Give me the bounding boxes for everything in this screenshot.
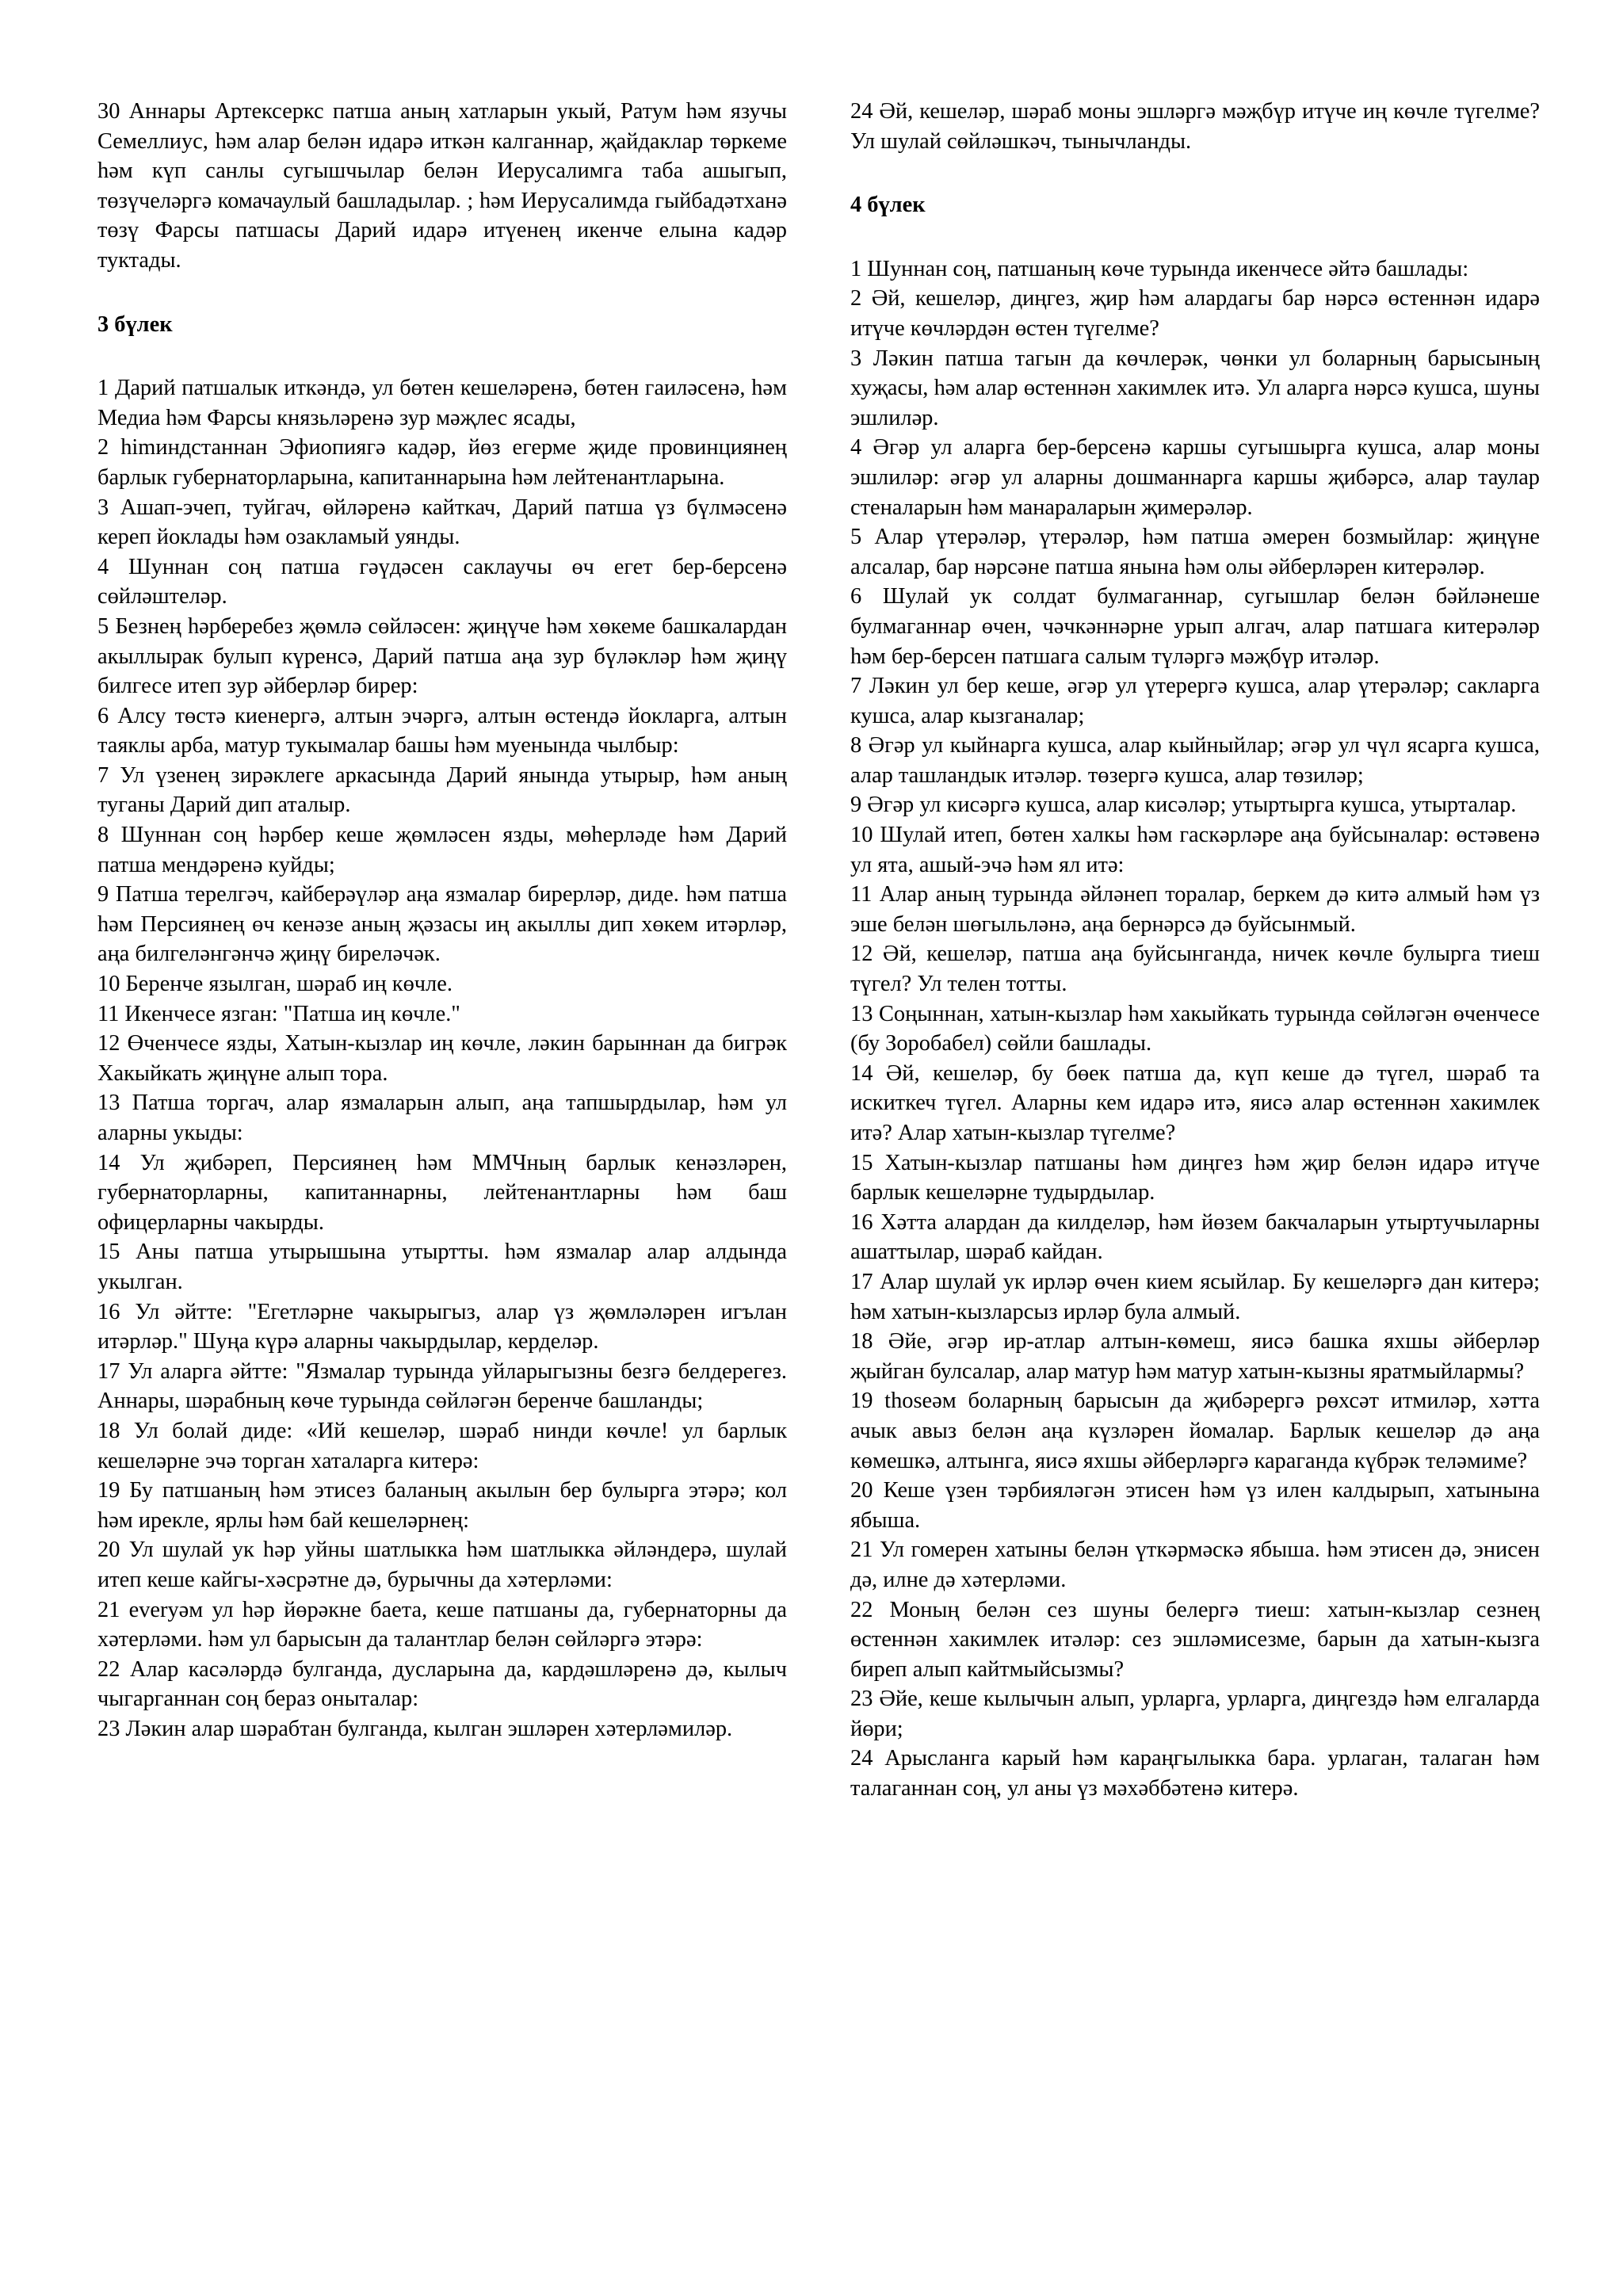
verse-paragraph: 13 Патша торгач, алар язмаларын алып, аңа тапшырдылар, һәм ул аларны укыды: [97, 1091, 787, 1145]
verse-paragraph: 14 Әй, кешеләр, бу бөек патша да, күп кеше дә түгел, шәраб та искиткеч түгел. Аларны кем идарә итә, яисә алар өстеннән хакимлек итә? Алар хатын-кызлар түгелме? [850, 1060, 1540, 1145]
verse-paragraph: 6 Шулай ук солдат булмаганнар, сугышлар белән бәйләнеше булмаганнар өчен, чәчкәннәрне урып алгач, алар патшага китерәләр һәм бер-берсен патшага салым түләргә мәҗбүр итәләр. [850, 584, 1540, 669]
verse-paragraph: 1 Шуннан соң, патшаның көче турында икенчесе әйтә башлады: [850, 256, 1469, 281]
verse-paragraph: 16 Хәтта алардан да килделәр, һәм йөзем бакчаларын утыртучыларны ашаттылар, шәраб кайдан. [850, 1209, 1540, 1265]
verse-paragraph: 23 Әйе, кеше кылычын алып, урларга, урларга, диңгездә һәм елгаларда йөри; [850, 1687, 1540, 1741]
verse-paragraph: 13 Соңыннан, хатын-кызлар һәм хакыйкать турында сөйләгән өченчесе (бу Зоробабел) сөйли башлады. [850, 1001, 1540, 1056]
verse-paragraph: 24 Арысланга карый һәм караңгылыкка бара. урлаган, талаган һәм талаганнан соң, ул аны үз мәхәббәтенә китерә. [850, 1746, 1540, 1801]
verse-paragraph: 9 Патша терелгәч, кайберәүләр аңа язмалар бирерләр, диде. һәм патша һәм Персиянең өч кенәзе аның җәзасы иң акыллы дип хөкем итәрләр, аңа билгеләнгәнчә җиңү биреләчәк. [97, 882, 787, 967]
chapter-heading: 4 бүлек [850, 193, 926, 218]
verse-paragraph: 20 Ул шулай ук һәр уйны шатлыкка һәм шатлыкка әйләндерә, шулай итеп кеше кайгы-хәсрәтне дә, бурычны да хәтерләми: [97, 1538, 787, 1592]
verse-paragraph: 17 Алар шулай ук ирләр өчен кием ясыйлар. Бу кешеләргә дан китерә; һәм хатын-кызларсыз ирләр була алмый. [850, 1269, 1540, 1324]
verse-paragraph: 7 Ул үзенең зирәклеге аркасында Дарий янында утырыр, һәм аның туганы Дарий дип аталыр. [97, 762, 787, 818]
verse-paragraph: 3 Ашап-эчеп, туйгач, өйләренә кайткач, Дарий патша үз бүлмәсенә кереп йоклады һәм озакламый уянды. [97, 495, 787, 550]
verse-paragraph: 30 Аннары Артексеркс патша аның хатларын укый, Ратум һәм язучы Семеллиус, һәм алар белән идарә иткән калганнар, җайдаклар төркеме һәм күп санлы сугышчылар белән Иерусалимга таба ашыгып, төзүчеләргә комачаулый башладылар. ; һәм Иерусалимда гыйбадәтханә төзү Фарсы патшасы Дарий идарә итүенең икенче елына кадәр туктады. [97, 99, 787, 273]
verse-paragraph: 15 Аны патша утырышына утыртты. һәм язмалар алар алдында укылган. [97, 1240, 787, 1294]
verse-paragraph: 14 Ул җибәреп, Персиянең һәм ММЧның барлык кенәзләрен, губернаторларны, капитаннарны, лейтенантларны һәм баш офицерларны чакырды. [97, 1150, 787, 1235]
verse-paragraph: 19 Бу патшаның һәм этисез баланың акылын бер булырга этәрә; кол һәм ирекле, ярлы һәм бай кешеләрнең: [97, 1478, 787, 1533]
verse-paragraph: 15 Хатын-кызлар патшаны һәм диңгез һәм җир белән идарә итүче барлык кешеләрне тудырдылар. [850, 1150, 1540, 1205]
verse-paragraph: 11 Икенчесе язган: "Патша иң көчле." [97, 1001, 460, 1026]
verse-paragraph: 16 Ул әйтте: "Егетләрне чакырыгыз, алар үз җөмләләрен игълан итәрләр." Шуңа күрә аларны чакырдылар, керделәр. [97, 1299, 787, 1354]
chapter-heading: 3 бүлек [97, 311, 173, 337]
right-column [850, 97, 1540, 1804]
verse-paragraph: 10 Шулай итеп, бөтен халкы һәм гаскәрләре аңа буйсыналар: өстәвенә ул ята, ашый-эчә һәм ял итә: [850, 823, 1540, 877]
verse-paragraph: 18 Әйе, әгәр ир-атлар алтын-көмеш, яисә башка яхшы әйберләр җыйган булсалар, алар матур һәм матур хатын-кызны яратмыйлармы? [850, 1329, 1540, 1384]
verse-paragraph: 5 Алар үтерәләр, үтерәләр, һәм патша әмерен бозмыйлар: җиңүне алсалар, бар нәрсәне патша янына һәм олы әйберләрен китерәләр. [850, 525, 1540, 579]
verse-paragraph: 20 Кеше үзен тәрбияләгән этисен һәм үз илен калдырып, хатынына ябыша. [850, 1478, 1540, 1533]
verse-paragraph: 11 Алар аның турында әйләнеп торалар, беркем дә китә алмый һәм үз эше белән шөгыльләнә, аңа бернәрсә дә буйсынмый. [850, 882, 1540, 937]
verse-paragraph: 19 thoseәм боларның барысын да җибәрергә рөхсәт итмиләр, хәтта ачык авыз белән аңа күзләрен йомалар. Барлык кешеләр дә аңа көмешкә, алтынга, яисә яхшы әйберләргә караганда күбрәк теләмиме? [850, 1389, 1540, 1473]
verse-paragraph: 18 Ул болай диде: «Ий кешеләр, шәраб нинди көчле! ул барлык кешеләрне эчә торган хаталарга китерә: [97, 1418, 787, 1473]
verse-paragraph: 22 Моның белән сез шуны белергә тиеш: хатын-кызлар сезнең өстеннән хакимлек итәләр: сез эшләмисезме, барын да хатын-кызга биреп алып кайтмыйсызмы? [850, 1597, 1540, 1682]
verse-paragraph: 12 Әй, кешеләр, патша аңа буйсынганда, ничек көчле булырга тиеш түгел? Ул телен тотты. [850, 942, 1540, 997]
verse-paragraph: 24 Әй, кешеләр, шәраб моны эшләргә мәҗбүр итүче иң көчле түгелме? Ул шулай сөйләшкәч, тынычланды. [850, 99, 1540, 154]
verse-paragraph: 3 Ләкин патша тагын да көчлерәк, чөнки ул боларның барысының хуҗасы, һәм алар өстеннән хакимлек итә. Ул аларга нәрсә кушса, шуны эшлиләр. [850, 346, 1540, 430]
verse-paragraph: 10 Беренче язылган, шәраб иң көчле. [97, 972, 453, 997]
verse-paragraph: 22 Алар касәләрдә булганда, дусларына да, кардәшләренә дә, кылыч чыгарганнан соң бераз оныталар: [97, 1656, 787, 1712]
verse-paragraph: 2 Әй, кешеләр, диңгез, җир һәм алардагы бар нәрсә өстеннән идарә итүче көчләрдән өстен түгелме? [850, 286, 1540, 341]
verse-paragraph: 23 Ләкин алар шәрабтан булганда, кылган эшләрен хәтерләмиләр. [97, 1716, 733, 1741]
verse-paragraph: 6 Алсу төстә киенергә, алтын эчәргә, алтын өстендә йокларга, алтын таяклы арба, матур тукымалар башы һәм муенында чылбыр: [97, 703, 787, 758]
verse-paragraph: 5 Безнең һәрберебез җөмлә сөйләсен: җиңүче һәм хөкеме башкалардан акыллырак булып күренсә, Дарий патша аңа зур бүләкләр һәм җиңү билгесе итеп зур әйберләр бирер: [97, 613, 787, 699]
verse-paragraph: 21 everyәм ул һәр йөрәкне баета, кеше патшаны да, губернаторны да хәтерләми. һәм ул барысын да талантлар белән сөйләргә этәрә: [97, 1597, 787, 1652]
left-column [97, 97, 787, 1744]
verse-paragraph: 8 Шуннан соң һәрбер кеше җөмләсен язды, мөһерләде һәм Дарий патша мендәренә куйды; [97, 823, 787, 877]
verse-paragraph: 17 Ул аларга әйтте: "Язмалар турында уйларыгызны безгә белдерегез. Аннары, шәрабның көче турында сөйләгән беренче башланды; [97, 1358, 787, 1414]
verse-paragraph: 7 Ләкин ул бер кеше, әгәр ул үтерергә кушса, алар үтерәләр; сакларга кушса, алар кызганалар; [850, 674, 1540, 728]
verse-paragraph: 4 Шуннан соң патша гәүдәсен саклаучы өч егет бер-берсенә сөйләштеләр. [97, 554, 787, 609]
verse-paragraph: 21 Ул гомерен хатыны белән үткәрмәскә ябыша. һәм этисен дә, энисен дә, илне дә хәтерләми. [850, 1538, 1540, 1592]
verse-paragraph: 8 Әгәр ул кыйнарга кушса, алар кыйныйлар; әгәр ул чүл ясарга кушса, алар ташландык итәләр. төзергә кушса, алар төзиләр; [850, 733, 1540, 788]
verse-paragraph: 4 Әгәр ул аларга бер-берсенә каршы сугышырга кушса, алар моны эшлиләр: әгәр ул аларны дошманнарга каршы җибәрсә, алар таулар стеналарын һәм манараларын җимерәләр. [850, 435, 1540, 520]
verse-paragraph: 12 Өченчесе язды, Хатын-кызлар иң көчле, ләкин барыннан да бигрәк Хакыйкать җиңүне алып тора. [97, 1031, 787, 1086]
verse-paragraph: 9 Әгәр ул кисәргә кушса, алар кисәләр; утыртырга кушса, утырталар. [850, 793, 1517, 818]
verse-paragraph: 1 Дарий патшалык иткәндә, ул бөтен кешеләренә, бөтен гаиләсенә, һәм Медиа һәм Фарсы князьләренә зур мәҗлес ясады, [97, 376, 787, 430]
verse-paragraph: 2 hіmиндстаннан Эфиопиягә кадәр, йөз егерме җиде провинциянең барлык губернаторларына, капитаннарына һәм лейтенантларына. [97, 435, 787, 490]
